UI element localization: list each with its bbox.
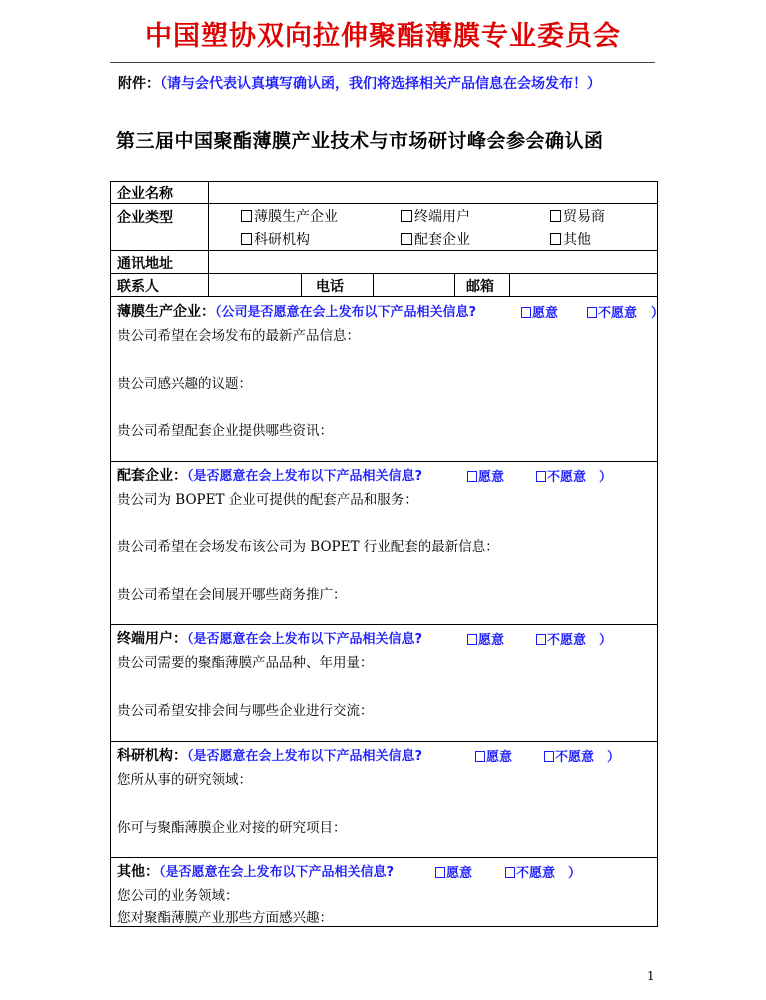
section-line: 贵公司为 BOPET 企业可提供的配套产品和服务：: [117, 492, 418, 508]
column-divider: [208, 273, 209, 296]
section-question: （是否愿意在会上发布以下产品相关信息?: [187, 469, 423, 484]
option-yes[interactable]: [467, 466, 504, 485]
section-header-end-user: [117, 628, 653, 646]
checkbox-supplier[interactable]: [401, 229, 470, 249]
row-divider: [111, 203, 657, 204]
option-label: 不愿意: [516, 866, 556, 881]
checkbox-icon: [536, 634, 546, 645]
option-yes[interactable]: [435, 862, 472, 881]
section-line: 贵公司希望安排会间与哪些企业进行交流：: [117, 703, 374, 719]
confirmation-form: [110, 181, 665, 927]
row-divider: [111, 741, 657, 742]
column-divider: [509, 273, 510, 296]
checkbox-icon: [550, 210, 561, 222]
attachment-note: （请与会代表认真填写确认函，我们将选择相关产品信息在会场发布！）: [160, 76, 601, 92]
option-label: 不愿意: [598, 306, 638, 321]
section-line: 贵公司感兴趣的议题：: [117, 376, 252, 392]
checkbox-label: 贸易商: [563, 209, 605, 225]
option-no[interactable]: [536, 466, 586, 485]
section-line: 您公司的业务领域：: [117, 888, 239, 904]
section-title: 薄膜生产企业：: [117, 304, 215, 320]
attachment-line: [118, 73, 601, 93]
checkbox-icon: [435, 867, 445, 878]
attachment-label: 附件：: [118, 76, 160, 92]
section-header-film-producer: [117, 301, 665, 321]
column-divider: [301, 273, 302, 296]
option-label: 愿意: [446, 866, 473, 881]
close-paren: ）: [651, 306, 665, 321]
option-label: 愿意: [486, 750, 513, 765]
company-name-label: 企业名称: [117, 186, 173, 202]
section-title: 其他：: [117, 864, 159, 880]
section-line: 贵公司希望在会场发布该公司为 BOPET 行业配套的最新信息：: [117, 539, 499, 555]
committee-title: 中国塑协双向拉伸聚酯薄膜专业委员会: [145, 21, 621, 52]
section-title: 终端用户：: [117, 631, 187, 647]
page-number: 1: [647, 969, 655, 983]
column-divider: [454, 273, 455, 296]
section-line: 您对聚酯薄膜产业那些方面感兴趣：: [117, 910, 333, 926]
checkbox-icon: [401, 233, 412, 245]
checkbox-icon: [467, 471, 477, 482]
section-line: 您所从事的研究领域：: [117, 772, 252, 788]
close-paren: ）: [599, 470, 613, 485]
checkbox-icon: [550, 233, 561, 245]
option-no[interactable]: [587, 302, 637, 321]
option-label: 愿意: [478, 470, 505, 485]
option-label: 不愿意: [547, 633, 587, 648]
document-title: 第三届中国聚酯薄膜产业技术与市场研讨峰会参会确认函: [116, 130, 604, 152]
row-divider: [111, 296, 657, 297]
checkbox-icon: [241, 210, 252, 222]
section-question: （是否愿意在会上发布以下产品相关信息?: [159, 865, 395, 880]
checkbox-icon: [544, 751, 554, 762]
checkbox-label: 其他: [563, 232, 591, 248]
section-header-supplier: [117, 465, 653, 483]
column-divider: [373, 273, 374, 296]
checkbox-label: 配套企业: [414, 232, 470, 248]
section-line: 贵公司希望在会间展开哪些商务推广：: [117, 587, 347, 603]
section-header-other: [117, 861, 653, 879]
row-divider: [111, 624, 657, 625]
close-paren: ）: [568, 866, 582, 881]
option-label: 愿意: [532, 306, 559, 321]
option-yes[interactable]: [475, 746, 512, 765]
postcode-label: 邮箱: [466, 279, 494, 295]
option-label: 不愿意: [555, 750, 595, 765]
address-label: 通讯地址: [117, 256, 173, 272]
header-divider: [110, 62, 655, 63]
company-type-label: 企业类型: [117, 210, 173, 226]
close-paren: ）: [607, 750, 621, 765]
checkbox-icon: [475, 751, 485, 762]
section-title: 科研机构：: [117, 748, 187, 764]
option-yes[interactable]: [467, 629, 504, 648]
checkbox-label: 薄膜生产企业: [254, 209, 338, 225]
checkbox-icon: [467, 634, 477, 645]
section-title: 配套企业：: [117, 468, 187, 484]
option-yes[interactable]: [521, 302, 558, 321]
checkbox-end-user[interactable]: [401, 206, 470, 226]
checkbox-label: 科研机构: [254, 232, 310, 248]
section-question: （是否愿意在会上发布以下产品相关信息?: [187, 749, 423, 764]
checkbox-icon: [587, 307, 597, 318]
option-no[interactable]: [544, 746, 594, 765]
checkbox-icon: [505, 867, 515, 878]
checkbox-other[interactable]: [550, 229, 591, 249]
checkbox-icon: [521, 307, 531, 318]
checkbox-film-producer[interactable]: [241, 206, 338, 226]
option-no[interactable]: [505, 862, 555, 881]
checkbox-label: 终端用户: [414, 209, 470, 225]
checkbox-icon: [536, 471, 546, 482]
close-paren: ）: [599, 633, 613, 648]
row-divider: [111, 857, 657, 858]
row-divider: [111, 461, 657, 462]
section-line: 贵公司希望在会场发布的最新产品信息：: [117, 328, 360, 344]
option-label: 不愿意: [547, 470, 587, 485]
checkbox-trader[interactable]: [550, 206, 605, 226]
checkbox-icon: [241, 233, 252, 245]
row-divider: [111, 273, 657, 274]
contact-label: 联系人: [117, 279, 159, 295]
option-label: 愿意: [478, 633, 505, 648]
checkbox-icon: [401, 210, 412, 222]
section-question: （公司是否愿意在会上发布以下产品相关信息?: [215, 305, 477, 320]
section-line: 你可与聚酯薄膜企业对接的研究项目：: [117, 820, 347, 836]
section-line: 贵公司希望配套企业提供哪些资讯：: [117, 423, 333, 439]
row-divider: [111, 250, 657, 251]
column-divider: [208, 182, 209, 273]
option-no[interactable]: [536, 629, 586, 648]
checkbox-research[interactable]: [241, 229, 310, 249]
section-header-research: [117, 745, 653, 763]
section-line: 贵公司需要的聚酯薄膜产品品种、年用量：: [117, 655, 374, 671]
phone-label: 电话: [316, 279, 344, 295]
section-question: （是否愿意在会上发布以下产品相关信息?: [187, 632, 423, 647]
